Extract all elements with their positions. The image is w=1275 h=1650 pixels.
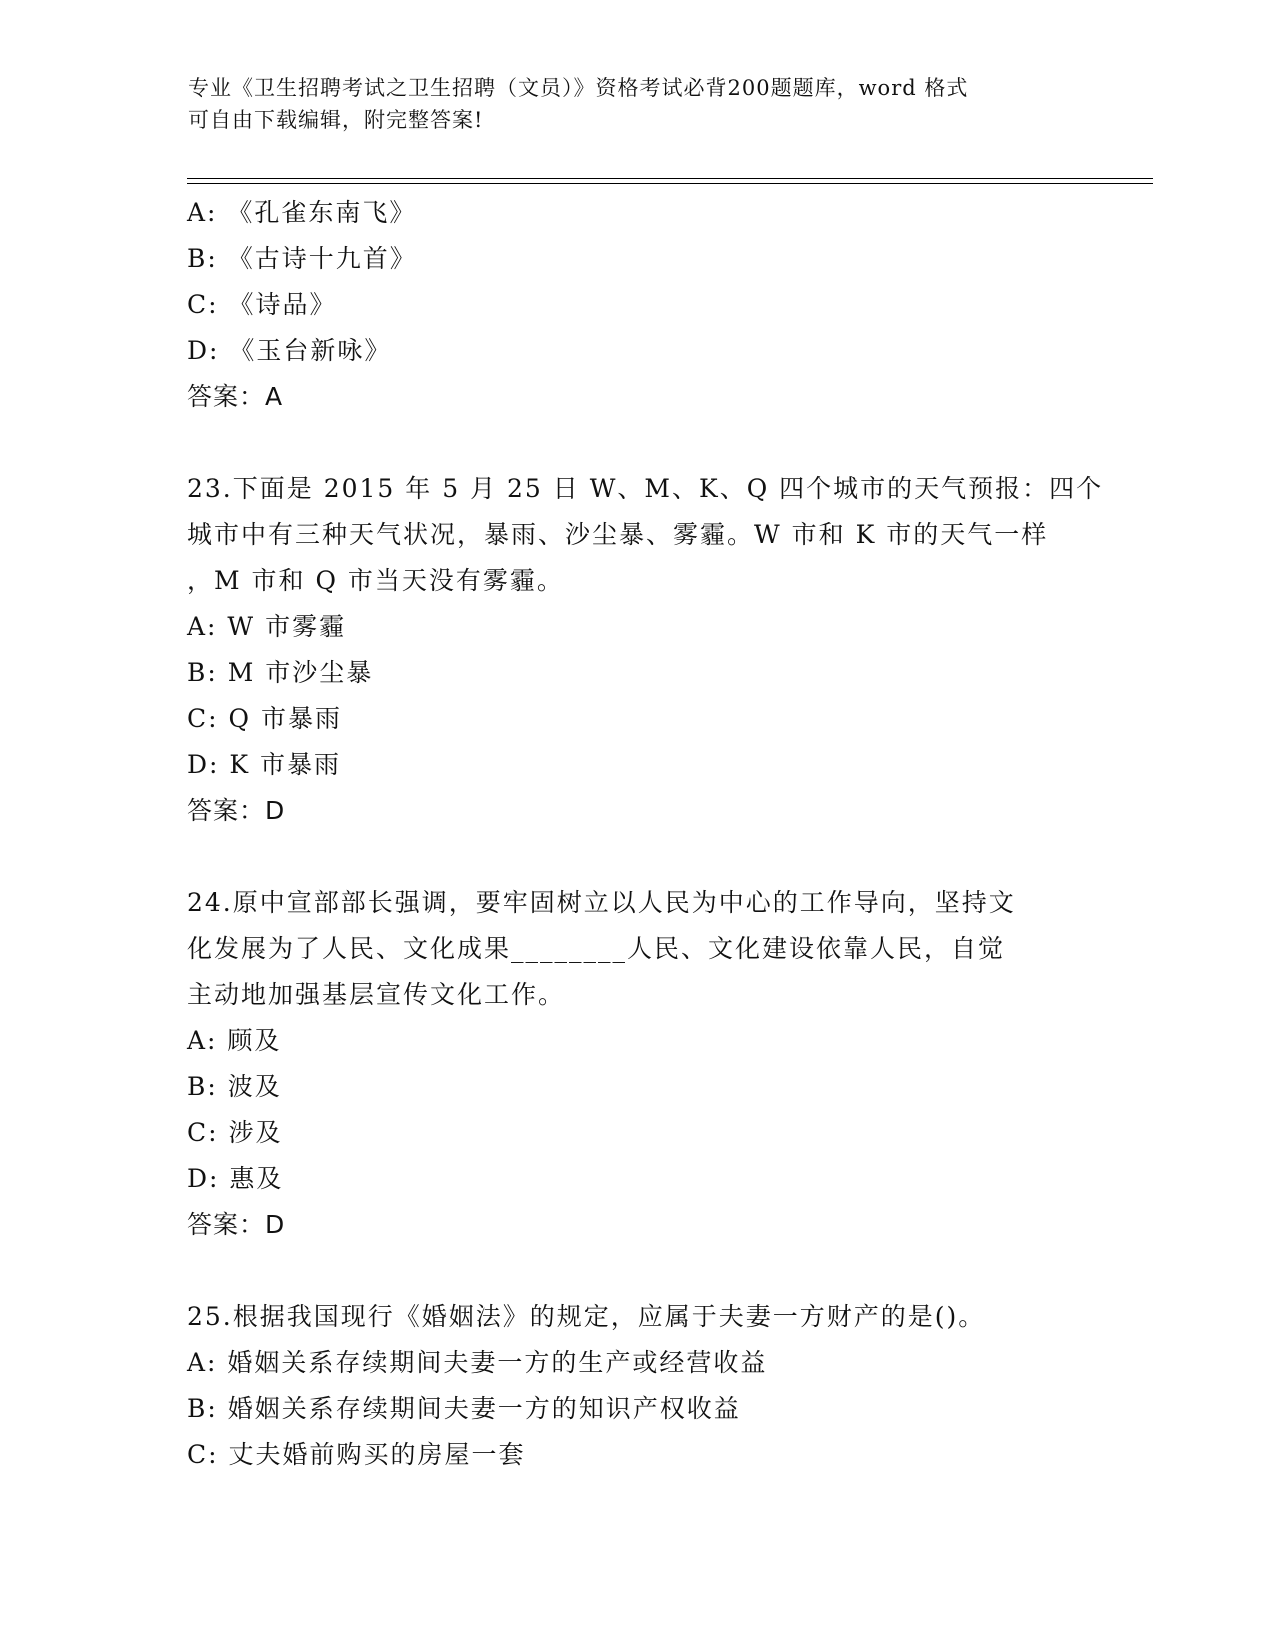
option-c: C: 丈夫婚前购买的房屋一套	[187, 1440, 526, 1469]
option-d: D: 惠及	[187, 1164, 284, 1193]
option-a: A: W 市雾霾	[187, 612, 347, 641]
option-a: A: 婚姻关系存续期间夫妻一方的生产或经营收益	[187, 1348, 768, 1377]
header-line-1: 专业《卫生招聘考试之卫生招聘（文员）》资格考试必背200题题库，word 格式	[188, 76, 969, 100]
question-stem-line: 化发展为了人民、文化成果________人民、文化建设依靠人民，自觉	[187, 934, 1006, 963]
question-stem-line: ，M 市和 Q 市当天没有雾霾。	[187, 566, 564, 595]
option-c: C: 涉及	[187, 1118, 283, 1147]
answer-line: 答案：A	[187, 382, 284, 411]
answer-line: 答案：D	[187, 796, 286, 825]
option-c: C: Q 市暴雨	[187, 704, 342, 733]
option-a: A: 顾及	[187, 1026, 282, 1055]
question-stem-line: 25.根据我国现行《婚姻法》的规定，应属于夫妻一方财产的是()。	[187, 1302, 986, 1331]
document-header	[188, 72, 1088, 136]
option-c: C: 《诗品》	[187, 290, 337, 319]
question-23	[187, 466, 1104, 834]
option-d: D: 《玉台新咏》	[187, 336, 392, 365]
option-b: B: 《古诗十九首》	[187, 244, 417, 273]
option-d: D: K 市暴雨	[187, 750, 342, 779]
header-divider-bottom	[187, 183, 1153, 184]
header-divider-top	[187, 178, 1153, 179]
question-24	[187, 880, 1097, 1248]
question-list	[187, 190, 1104, 1478]
question-stem-line: 23.下面是 2015 年 5 月 25 日 W、M、K、Q 四个城市的天气预报：四个	[187, 474, 1104, 503]
header-line-2: 可自由下载编辑，附完整答案!	[188, 108, 484, 132]
question-stem-line: 城市中有三种天气状况，暴雨、沙尘暴、雾霾。W 市和 K 市的天气一样	[187, 520, 1049, 549]
question-stem-line: 24.原中宣部部长强调，要牢固树立以人民为中心的工作导向，坚持文	[187, 888, 1016, 917]
question-stem-line: 主动地加强基层宣传文化工作。	[187, 980, 566, 1009]
option-b: B: 婚姻关系存续期间夫妻一方的知识产权收益	[187, 1394, 741, 1423]
question-22	[187, 190, 1097, 420]
option-a: A: 《孔雀东南飞》	[187, 198, 417, 227]
option-b: B: M 市沙尘暴	[187, 658, 374, 687]
option-b: B: 波及	[187, 1072, 282, 1101]
answer-line: 答案：D	[187, 1210, 286, 1239]
question-25	[187, 1294, 1097, 1478]
